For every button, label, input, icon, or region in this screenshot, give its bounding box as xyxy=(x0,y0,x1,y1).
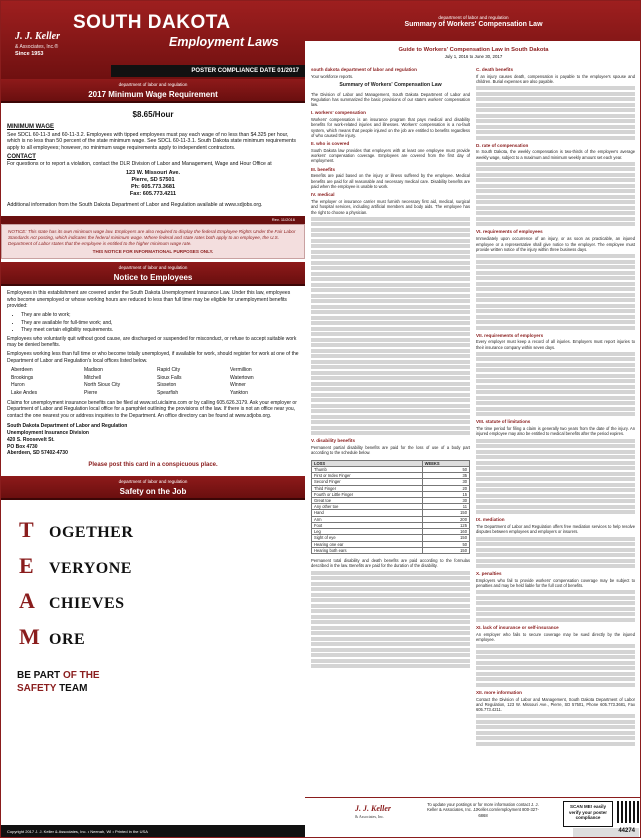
federal-notice xyxy=(1,224,305,259)
table-cell: Thumb xyxy=(312,466,423,472)
min-wage-section xyxy=(1,103,305,214)
qr-code-icon[interactable] xyxy=(617,801,639,823)
post-instruction: Please post this card in a conspicuous place. xyxy=(88,462,218,469)
logo-name: J. J. Keller xyxy=(15,31,60,42)
wc-heading: I. workers' compensation xyxy=(311,110,366,116)
acronym-word: CHIEVES xyxy=(49,595,125,612)
team-acronym xyxy=(19,516,295,650)
wc-guide-title: Guide to Workers' Compensation Law in South Dakota xyxy=(398,47,549,53)
table-cell: 150 xyxy=(422,535,469,541)
wc-text: Workers' compensation is an insurance program that pays medical and disability benefits for work-related injuries and illnesses. Workers' compensation is a no-fault system, which means that people injured on the job are entitled to benefits regardless of who caused the injury. xyxy=(311,117,470,138)
table-cell: Hearing both ears xyxy=(312,547,423,553)
table-cell: 30 xyxy=(422,479,469,485)
n2e-dept: department of labor and regulation xyxy=(118,265,188,271)
wc-text: The Department of Labor and Regulation offers free mediation services to help resolve disputes between employees and employers or insurers. xyxy=(476,524,635,535)
contact-text: For questions or to report a violation, contact the DLR Division of Labor and Management, Wage and Hour Office at xyxy=(7,161,272,168)
logo-sub: & Associates, Inc.® xyxy=(15,43,59,50)
wc-text: Immediately upon occurrence of an injury, or as soon as practicable, an injured employee or a representative shall give notice to the employer. The employee must provide written notice of the injury within three business days. xyxy=(476,236,635,252)
wc-heading: VI. requirements of employees xyxy=(476,229,543,235)
notice-text: NOTICE: This state has its own minimum wage law. Employers are also required to display the federal Employee Rights Under the Fair Labor Standards Act posting, which indicates the federal minimum wage. Where federal and state rates both apply to an employee, the U.S. Department of Labor states that the employee is entitled to the higher minimum wage rate. xyxy=(8,229,296,246)
footer-logo-sub: & Associates, Inc. xyxy=(355,814,385,819)
poster-number: 44274 xyxy=(573,828,639,838)
be-part-slogan xyxy=(17,670,295,695)
wc-dept: department of labor and regulation xyxy=(438,15,509,20)
office: Spearfish xyxy=(157,389,179,396)
office: Brookings xyxy=(11,374,34,381)
table-header: LOSS xyxy=(312,460,423,466)
copyright-footer: Copyright 2017 J. J. Keller & Associates, Inc. • Neenah, WI • Printed in the USA xyxy=(1,825,305,838)
min-wage-band xyxy=(1,79,305,103)
office: Yankton xyxy=(230,389,248,396)
revision-bar xyxy=(1,216,305,224)
table-cell: Third Finger xyxy=(312,485,423,491)
safety-dept: department of labor and regulation xyxy=(118,479,188,484)
wc-heading: II. who is covered xyxy=(311,141,350,147)
poster-subtitle: Employment Laws xyxy=(169,35,279,49)
address-line: Unemployment Insurance Division xyxy=(7,430,89,437)
wc-text: The Division of Labor and Management, South Dakota Department of Labor and Regulation has summarized the basic provisions of our state's workers' compensation law. xyxy=(311,91,470,107)
slogan-part: BE PART xyxy=(17,670,61,681)
min-wage-heading: MINIMUM WAGE xyxy=(7,124,54,130)
table-cell: 11 xyxy=(422,504,469,510)
wc-text: Benefits are paid based on the injury or illness suffered by the employee. Medical benefits are paid for all reasonable and necessary medical care. Disability benefits are paid when the employee is unable to work. xyxy=(311,173,470,189)
safety-title: Safety on the Job xyxy=(119,486,187,496)
office: North Sioux City xyxy=(84,382,121,389)
office: Pierre xyxy=(84,389,98,396)
office: Rapid City xyxy=(157,367,181,374)
safety-band xyxy=(1,476,305,500)
table-cell: 160 xyxy=(422,529,469,535)
wc-columns xyxy=(311,64,636,748)
office: Lake Andes xyxy=(11,389,38,396)
wc-text: If an injury causes death, compensation is payable to the employee's spouse and children. Burial expenses are also payable. xyxy=(476,73,635,84)
ppd-schedule-table xyxy=(311,460,470,555)
wc-heading: D. rate of compensation xyxy=(476,142,529,148)
table-cell: 15 xyxy=(422,491,469,497)
n2e-text: Employees in this establishment are covered under the South Dakota Unemployment Insurance Law. Under this law, employees who become unemployed or whose working hours are reduced to less than full time may be eligible for unemployment benefits provided: xyxy=(7,290,291,310)
wc-heading: IV. medical xyxy=(311,192,335,198)
list-item: • They meet certain eligibility requirements. xyxy=(21,327,299,334)
wc-summary xyxy=(305,41,641,797)
wc-title: Summary of Workers' Compensation Law xyxy=(404,20,543,28)
table-cell: 150 xyxy=(422,547,469,553)
table-cell: First or Index Finger xyxy=(312,473,423,479)
table-cell: Sight of eye xyxy=(312,535,423,541)
wc-date: July 1, 2016 to June 30, 2017 xyxy=(444,54,503,60)
order-footer xyxy=(305,797,641,838)
fax: Fax: 605.773.4211 xyxy=(129,191,177,198)
footer-logo-name: J. J. Keller xyxy=(355,804,391,813)
table-header: WEEKS xyxy=(422,460,469,466)
wc-text: In South Dakota, the weekly compensation is two-thirds of the employee's average weekly wage, subject to a maximum and minimum weekly amount set each year. xyxy=(476,149,635,160)
address-line: South Dakota Department of Labor and Regulation xyxy=(7,423,128,430)
wc-col-2 xyxy=(476,64,635,748)
footer-logo xyxy=(355,804,415,819)
table-cell: 35 xyxy=(422,473,469,479)
table-cell: Leg xyxy=(312,529,423,535)
table-cell: 150 xyxy=(422,510,469,516)
contact-heading: CONTACT xyxy=(7,153,36,160)
phone: Ph: 605.773.3681 xyxy=(130,184,176,191)
order-info: To update your postings or for more information contact J. J. Keller & Associates, Inc. JJKeller.com/employment 800-327-6868 xyxy=(427,802,539,818)
wc-col-1 xyxy=(311,64,470,748)
list-item: • They are available for full-time work; and, xyxy=(21,320,299,327)
wage-office-address xyxy=(7,170,299,199)
min-wage-amount: $8.65/Hour xyxy=(132,110,174,119)
acronym-word: OGETHER xyxy=(49,524,134,541)
office: Vermillion xyxy=(230,367,252,374)
address-line: PO Box 4730 xyxy=(7,443,38,450)
wc-text: Permanent partial disability benefits are paid for the loss of use of a body part according to the schedule below. xyxy=(311,445,470,456)
list-item: • They are able to work; xyxy=(21,312,299,319)
notice-tail: THIS NOTICE FOR INFORMATIONAL PURPOSES ONLY. xyxy=(92,248,214,254)
address-line: 123 W. Missouri Ave. xyxy=(125,170,180,176)
table-cell: 30 xyxy=(422,498,469,504)
wc-heading: XI. lack of insurance or self-insurance xyxy=(476,624,559,630)
min-wage-title: 2017 Minimum Wage Requirement xyxy=(88,89,218,99)
wc-heading: C. death benefits xyxy=(476,66,514,72)
ui-division-address xyxy=(7,423,299,457)
acronym-letter: E xyxy=(19,552,34,578)
address-line: 420 S. Roosevelt St. xyxy=(7,436,55,443)
table-cell: Second Finger xyxy=(312,479,423,485)
n2e-text: Employees working less than full time or who become totally unemployed, if available for work, should register for work at one of the Department of Labor and Regulation's local offices listed below. xyxy=(7,351,299,364)
n2e-text: Claims for unemployment insurance benefits can be filed at www.sd.uiclaims.com or by calling 605.626.3179. Ask your employer or Department of Labor and Regulation local office for a pamphlet outlining the provisions of the law. If there is not an office near you, contact the one nearest you or address inquiries to the Department. An office directory can be found at www.sdjobs.org. xyxy=(7,399,297,419)
office: Aberdeen xyxy=(11,367,33,374)
wc-heading: VII. requirements of employers xyxy=(476,332,544,338)
slogan-part: SAFETY xyxy=(17,682,57,694)
table-cell: Fourth or Little Finger xyxy=(312,491,423,497)
wc-heading: XII. more information xyxy=(476,689,522,695)
wc-text: South Dakota law provides that employers with at least one employee must provide workers' compensation coverage. Employees are covered from the first day of employment. xyxy=(311,147,470,164)
wc-text: The employer or insurance carrier must furnish necessary first aid, medical, surgical and hospital services, including artificial members and body aids. The employee has the right to choose a physician. xyxy=(311,199,470,215)
logo-since: Since 1953 xyxy=(15,50,44,57)
wc-text: Employers who fail to provide workers' compensation coverage may be subject to penalties and may be held liable for the full cost of benefits. xyxy=(476,577,635,589)
wc-heading: IX. mediation xyxy=(476,517,505,523)
wc-text: The time period for filing a claim is generally two years from the date of the injury. An injured employee may also be entitled to medical benefits after the period expires. xyxy=(476,426,635,437)
n2e-title: Notice to Employees xyxy=(113,272,193,282)
safety-section xyxy=(1,500,305,701)
office: Huron xyxy=(11,382,25,389)
wc-text: An employer who fails to secure coverage may be sued directly by the injured employee. xyxy=(476,631,635,642)
n2e-text: Employees who voluntarily quit without good cause, are discharged or suspended for misconduct, or refuse to accept suitable work may be denied benefits. xyxy=(7,335,297,349)
left-column xyxy=(1,79,305,838)
address-line: Aberdeen, SD 57402-4730 xyxy=(7,450,68,457)
wc-text: Your workforce reports. xyxy=(311,73,354,79)
table-row xyxy=(312,547,470,553)
jj-keller-logo xyxy=(15,31,79,69)
wc-heading: V. disability benefits xyxy=(311,438,355,444)
table-cell: Great toe xyxy=(312,498,423,504)
table-cell: 200 xyxy=(422,516,469,522)
table-cell: Arm xyxy=(312,516,423,522)
table-cell: 125 xyxy=(422,522,469,528)
slogan-part: TEAM xyxy=(59,682,88,694)
table-cell: 50 xyxy=(422,466,469,472)
office: Mitchell xyxy=(84,374,101,381)
min-wage-dept: department of labor and regulation xyxy=(118,82,188,87)
wc-summary-title: Summary of Workers' Compensation Law xyxy=(339,81,442,88)
additional-info: Additional information from the South Dakota Department of Labor and Regulation available at www.sdjobs.org. xyxy=(7,201,263,208)
wc-text: Every employer must keep a record of all injuries. Employers must report injuries to their insurance company within seven days. xyxy=(476,339,635,350)
office: Madison xyxy=(84,367,103,374)
n2e-band xyxy=(1,262,305,286)
wc-heading: X. penalties xyxy=(476,571,502,577)
office: Sisseton xyxy=(157,382,177,389)
office: Winner xyxy=(230,382,246,389)
table-cell: Any other toe xyxy=(312,504,423,510)
acronym-word: ORE xyxy=(49,630,86,648)
slogan-part: OF THE xyxy=(62,670,100,681)
poster-compliance-date: POSTER COMPLIANCE DATE 01/2017 xyxy=(111,65,305,77)
wc-heading: south dakota department of labor and regulation xyxy=(311,66,417,72)
table-cell: Hand xyxy=(312,510,423,516)
acronym-letter: A xyxy=(19,588,35,613)
office-list xyxy=(11,367,299,396)
wc-header xyxy=(305,15,641,35)
eligibility-list xyxy=(21,312,299,334)
table-cell: 20 xyxy=(422,485,469,491)
state-title: SOUTH DAKOTA xyxy=(73,12,231,33)
min-wage-text: See SDCL 60-11-3 and 60-11-3.2. Employees with tipped employees must pay each wage of no less than $4.325 per hour, which is no less than 50 percent of the state minimum wage. See SDCL 60-11-3.1. South Dakota state minimum requirements apply to all employees; however, no minimum wage requirements apply to independent contractors. xyxy=(7,131,296,151)
table-cell: 50 xyxy=(422,541,469,547)
office: Sioux Falls xyxy=(157,374,182,381)
wc-heading: VIII. statute of limitations xyxy=(476,419,531,425)
revision-date: Rev. 11/2016 xyxy=(271,217,295,223)
acronym-word: VERYONE xyxy=(49,559,132,577)
notice-to-employees xyxy=(1,286,305,476)
wc-text: Permanent total disability and death benefits are paid according to the formulas described in the law. Benefits are paid for the duration of the disability. xyxy=(311,558,470,569)
address-line: Pierre, SD 57501 xyxy=(131,177,175,184)
acronym-letter: T xyxy=(19,517,34,542)
office: Watertown xyxy=(230,374,254,381)
table-cell: Foot xyxy=(312,522,423,528)
scan-me-box: SCAN ME! easily verify your poster compliance xyxy=(563,801,613,827)
wc-text: Contact the Division of Labor and Management, South Dakota Department of Labor and Regulation, 123 W. Missouri Ave., Pierre, SD 57501, Phone 605.773.3681, Fax 605.773.4211. xyxy=(476,696,635,713)
table-cell: Hearing one ear xyxy=(312,541,423,547)
acronym-letter: M xyxy=(19,623,40,649)
wc-heading: III. benefits xyxy=(311,166,335,172)
